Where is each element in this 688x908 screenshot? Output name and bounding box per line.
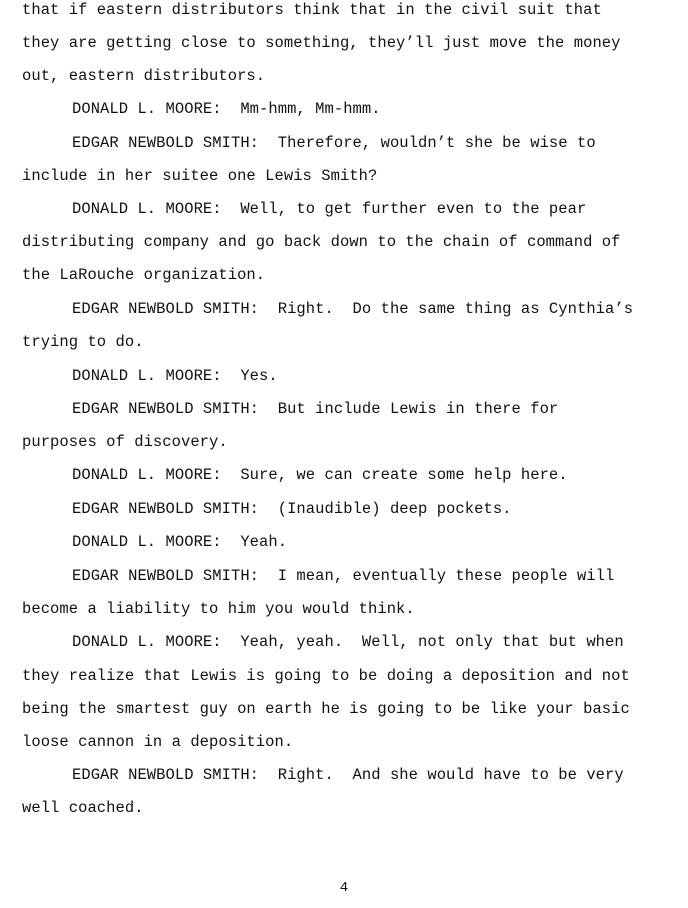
transcript-line: trying to do. <box>22 333 144 351</box>
transcript-line: well coached. <box>22 799 144 817</box>
page-number: 4 <box>339 880 349 896</box>
transcript-line: they realize that Lewis is going to be doing a deposition and not <box>22 667 630 685</box>
speaker-line: EDGAR NEWBOLD SMITH: Right. Do the same thing as Cynthia’s <box>72 300 634 318</box>
transcript-line: the LaRouche organization. <box>22 266 266 284</box>
transcript-line: being the smartest guy on earth he is going to be like your basic <box>22 700 630 718</box>
transcript-line: that if eastern distributors think that in the civil suit that <box>22 1 602 19</box>
speaker-line: DONALD L. MOORE: Yeah, yeah. Well, not only that but when <box>72 633 624 651</box>
transcript-line: distributing company and go back down to the chain of command of <box>22 233 621 251</box>
speaker-line: DONALD L. MOORE: Yeah. <box>72 533 288 551</box>
transcript-line: include in her suitee one Lewis Smith? <box>22 167 378 185</box>
transcript-line: become a liability to him you would think. <box>22 600 415 618</box>
transcript-line: loose cannon in a deposition. <box>22 733 294 751</box>
speaker-line: DONALD L. MOORE: Well, to get further even to the pear <box>72 200 587 218</box>
speaker-line: DONALD L. MOORE: Mm-hmm, Mm-hmm. <box>72 100 381 118</box>
transcript-line: they are getting close to something, they’ll just move the money <box>22 34 621 52</box>
speaker-line: DONALD L. MOORE: Sure, we can create some help here. <box>72 466 568 484</box>
speaker-line: EDGAR NEWBOLD SMITH: (Inaudible) deep pockets. <box>72 500 512 518</box>
speaker-line: EDGAR NEWBOLD SMITH: Right. And she would have to be very <box>72 766 624 784</box>
transcript-line: purposes of discovery. <box>22 433 228 451</box>
speaker-line: DONALD L. MOORE: Yes. <box>72 367 278 385</box>
speaker-line: EDGAR NEWBOLD SMITH: But include Lewis in there for <box>72 400 559 418</box>
speaker-line: EDGAR NEWBOLD SMITH: I mean, eventually these people will <box>72 567 615 585</box>
speaker-line: EDGAR NEWBOLD SMITH: Therefore, wouldn’t she be wise to <box>72 134 596 152</box>
transcript-line: out, eastern distributors. <box>22 67 266 85</box>
